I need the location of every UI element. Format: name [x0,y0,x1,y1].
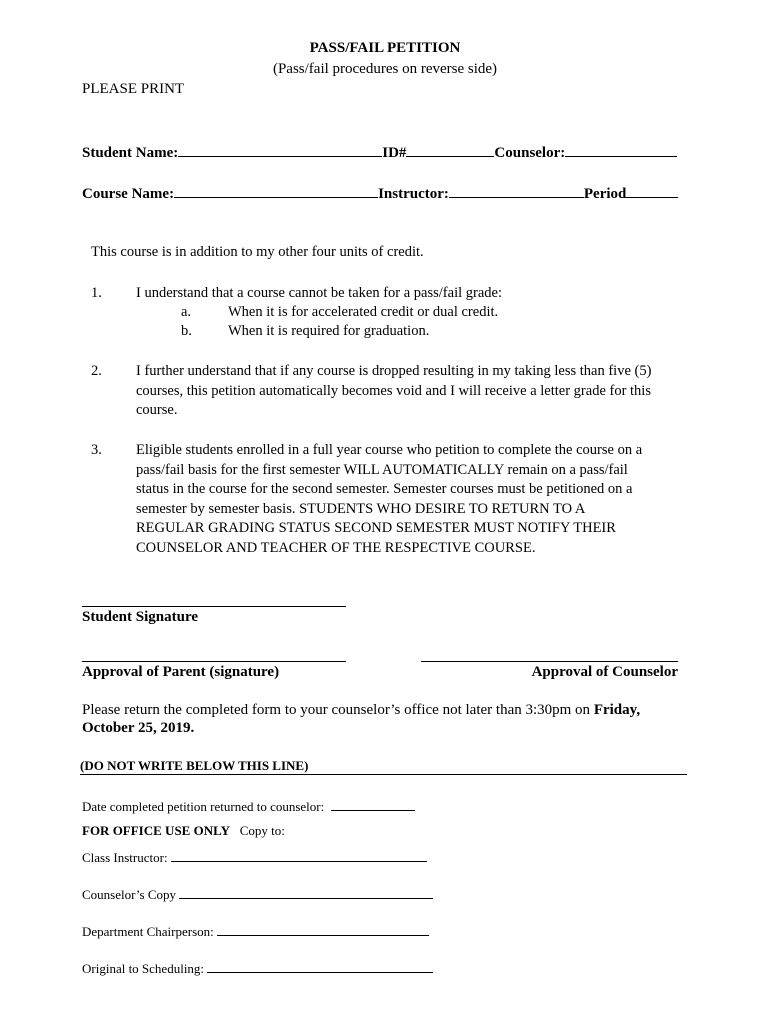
instructor-field[interactable] [449,183,584,198]
date-returned-row [82,798,415,815]
form-subtitle: (Pass/fail procedures on reverse side) [272,61,498,77]
student-signature-line[interactable] [82,606,346,607]
item-2-text [136,362,651,421]
class-instructor-field[interactable] [171,849,427,862]
date-returned-field[interactable] [331,798,415,811]
item-1b-label: b. [181,323,192,339]
do-not-write-label: (DO NOT WRITE BELOW THIS LINE) [80,758,309,773]
item-1b-text: When it is required for graduation. [228,323,430,339]
course-name-field[interactable] [174,183,378,198]
item-1-number: 1. [91,285,102,301]
counselors-copy-field[interactable] [179,886,433,899]
student-info-row [82,142,677,162]
course-info-row [82,183,678,203]
counselor-label: Counselor: [494,145,566,161]
id-field[interactable] [406,142,494,157]
item-3-number: 3. [91,442,102,458]
counselors-copy-row [82,886,433,903]
item-3-line: semester by semester basis. STUDENTS WHO DESIRE TO RETURN TO A [136,500,586,517]
original-scheduling-row [82,960,433,977]
original-scheduling-label: Original to Scheduling: [82,961,205,976]
item-3-text [136,441,642,558]
item-3-line: pass/fail basis for the first semester WILL AUTOMATICALLY remain on a pass/fail [136,461,628,478]
counselors-copy-label: Counselor’s Copy [82,887,177,902]
id-label: ID# [382,145,407,161]
original-scheduling-field[interactable] [207,960,433,973]
form-title: PASS/FAIL PETITION [309,40,461,56]
date-returned-label: Date completed petition returned to counselor: [82,799,325,814]
item-3-line: status in the course for the second semester. Semester courses must be petitioned on a [136,481,633,497]
deadline-day: Friday, [593,702,641,718]
item-2-number: 2. [91,363,102,379]
dept-chair-label: Department Chairperson: [82,924,214,939]
intro-statement: This course is in addition to my other four units of credit. [91,244,424,260]
divider-line [80,774,687,775]
student-name-field[interactable] [178,142,382,157]
dept-chair-field[interactable] [217,923,429,936]
period-label: Period [583,186,627,202]
class-instructor-label: Class Instructor: [82,850,168,865]
dept-chair-row [82,923,429,940]
item-2-line: I further understand that if any course is dropped resulting in my taking less than five (5) [136,363,652,379]
class-instructor-row [82,849,427,866]
instructor-label: Instructor: [378,186,449,202]
item-1a-label: a. [181,304,192,320]
period-field[interactable] [626,183,678,198]
parent-signature-line[interactable] [82,661,346,662]
item-3-line: COUNSELOR AND TEACHER OF THE RESPECTIVE COURSE. [136,539,536,556]
deadline-date: October 25, 2019. [82,720,195,736]
item-3-line: Eligible students enrolled in a full year course who petition to complete the course on a [136,442,643,458]
office-use-label: FOR OFFICE USE ONLY [82,823,230,838]
item-2-line: course. [136,402,178,418]
item-1-text: I understand that a course cannot be taken for a pass/fail grade: [136,285,502,301]
course-name-label: Course Name: [82,186,175,202]
counselor-signature-label: Approval of Counselor [531,664,678,680]
office-use-row [82,823,285,839]
counselor-signature-line[interactable] [421,661,678,662]
student-signature-label: Student Signature [82,609,199,625]
parent-signature-label: Approval of Parent (signature) [82,664,280,680]
copy-to-label: Copy to: [239,823,285,838]
item-3-line: REGULAR GRADING STATUS SECOND SEMESTER MUST NOTIFY THEIR [136,520,616,536]
counselor-field[interactable] [565,142,677,157]
student-name-label: Student Name: [82,145,179,161]
return-note [82,702,640,719]
item-2-line: courses, this petition automatically becomes void and I will receive a letter grade for this [136,382,651,399]
item-1a-text: When it is for accelerated credit or dual credit. [228,304,499,320]
return-note-text: Please return the completed form to your counselor’s office not later than 3:30pm on [82,702,594,718]
please-print-label: PLEASE PRINT [82,81,185,97]
